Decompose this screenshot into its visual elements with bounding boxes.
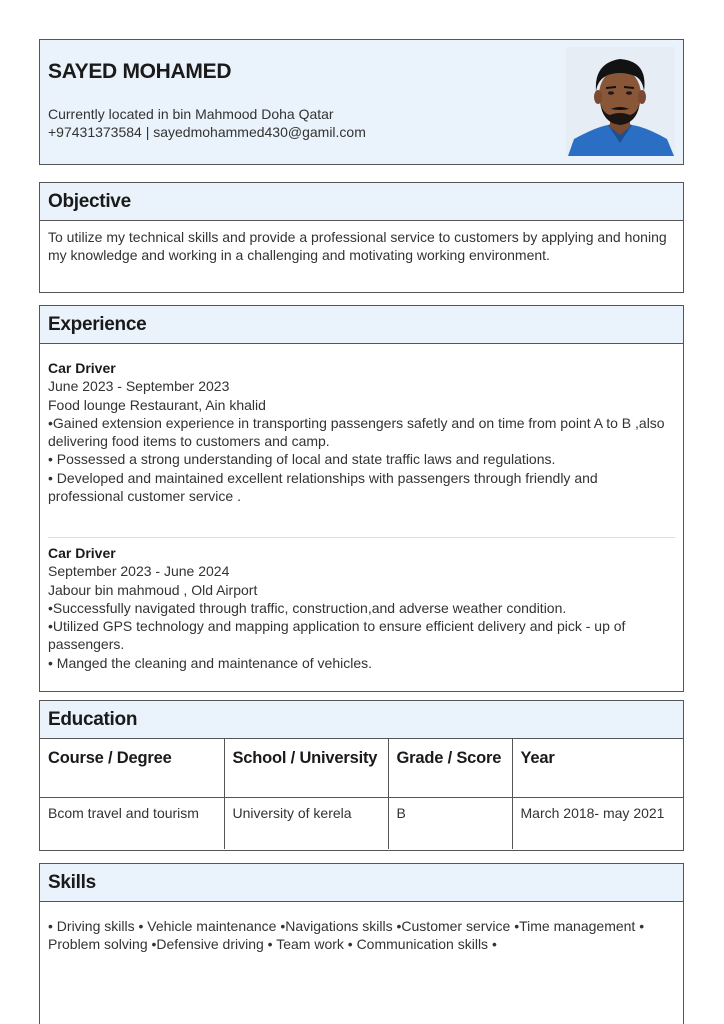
skills-title: Skills — [40, 864, 683, 902]
profile-photo-image — [566, 47, 675, 156]
experience-section — [39, 305, 684, 692]
job-dates: September 2023 - June 2024 — [48, 563, 230, 580]
job-bullet: • Developed and maintained excellent relationships with passengers through friendly and professional customer service . — [48, 469, 598, 505]
candidate-name: SAYED MOHAMED — [48, 60, 232, 83]
skills-section — [39, 863, 684, 1024]
column-header-course: Course / Degree — [40, 739, 224, 797]
job-bullet: •Utilized GPS technology and mapping application to ensure efficient delivery and pick - up of passengers. — [48, 618, 626, 653]
course-cell: Bcom travel and tourism — [40, 797, 224, 849]
year-cell: March 2018- may 2021 — [520, 804, 665, 821]
contact-info — [48, 105, 366, 141]
column-header-school: School / University — [224, 739, 388, 797]
objective-section — [39, 182, 684, 293]
profile-photo — [566, 47, 675, 156]
education-table — [40, 739, 683, 849]
education-header-row — [40, 739, 683, 797]
job-bullet: • Manged the cleaning and maintenance of vehicles. — [48, 654, 373, 671]
job-role: Car Driver — [48, 545, 116, 561]
objective-text: To utilize my technical skills and provide a professional service to customers by applying and honing my knowledge and working in a challenging and motivating working environment. — [48, 229, 667, 263]
school-cell: University of kerela — [224, 797, 388, 849]
job-company: Food lounge Restaurant, Ain khalid — [48, 396, 266, 413]
experience-title: Experience — [40, 306, 683, 344]
job-company: Jabour bin mahmoud , Old Airport — [48, 581, 258, 598]
education-section — [39, 700, 684, 851]
job-bullet: • Possessed a strong understanding of local and state traffic laws and regulations. — [48, 451, 556, 468]
objective-title: Objective — [40, 183, 683, 221]
table-row — [40, 797, 683, 849]
job-dates: June 2023 - September 2023 — [48, 378, 230, 395]
job-role: Car Driver — [48, 360, 116, 376]
column-header-year: Year — [512, 739, 683, 797]
column-header-grade: Grade / Score — [388, 739, 512, 797]
location-text: Currently located in bin Mahmood Doha Qatar — [48, 106, 334, 122]
experience-entry — [48, 544, 675, 672]
resume-header — [39, 39, 684, 165]
grade-cell: B — [388, 797, 512, 849]
job-bullet: •Gained extension experience in transporting passengers safetly and on time from point A to B ,also delivering food items to customers and camp. — [48, 414, 665, 450]
job-bullet: •Successfully navigated through traffic, construction,and adverse weather condition. — [48, 599, 567, 616]
skills-text: • Driving skills • Vehicle maintenance •Navigations skills •Customer service •Time management • Problem solving •Defensive driving • Team work • Communication skills • — [48, 918, 645, 952]
experience-entry — [48, 359, 675, 505]
phone-email-text: +97431373584 | sayedmohammed430@gamil.com — [48, 124, 366, 140]
experience-divider — [48, 537, 675, 538]
education-title: Education — [40, 701, 683, 739]
